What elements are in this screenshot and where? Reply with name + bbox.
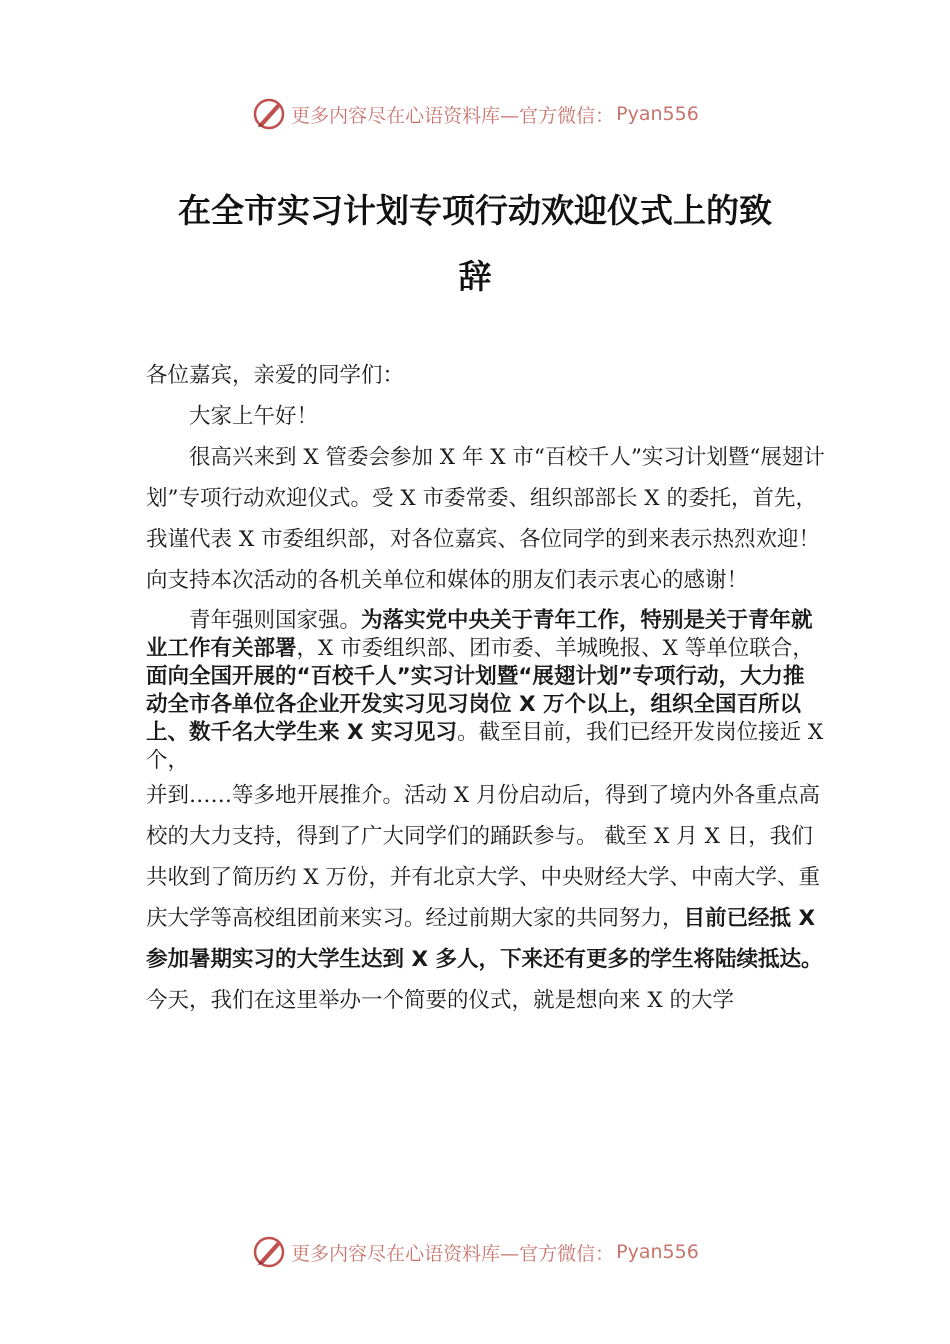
paragraph-2-text-5: 今天，我们在这里举办一个简要的仪式，就是想向来 X 的大学: [146, 988, 734, 1013]
paragraph-2-bold-2: 面向全国开展的“百校千人”实习计划暨“展翅计划”专项行动，大力推动全市各单位各企业开发实习见习岗位 X 万个以上，组织全国百所以上、数千名大学生来 X 实习见习: [146, 664, 805, 745]
document-title: [140, 178, 810, 310]
watermark-text: 更多内容尽在心语资料库—官方微信：: [291, 1242, 615, 1265]
title-line-1: 在全市实习计划专项行动欢迎仪式上的致: [178, 191, 772, 230]
header-watermark: [0, 94, 950, 134]
paragraph-2-continued: [146, 775, 826, 1021]
paragraph-2-text-3: 。截至目前，我们已经开发岗位接近 X 个，: [146, 720, 824, 773]
title-line-2: 辞: [458, 257, 492, 296]
pen-logo-icon: [251, 96, 287, 132]
watermark-text: 更多内容尽在心语资料库—官方微信：: [291, 104, 615, 127]
salutation: 各位嘉宾，亲爱的同学们：: [146, 363, 405, 388]
paragraph-1: 很高兴来到 X 管委会参加 X 年 X 市“百校千人”实习计划暨“展翅计划”专项行动欢迎仪式。受 X 市委常委、组织部部长 X 的委托，首先，我谨代表 X 市委组织部，对各位嘉宾、各位同学的到来表示热烈欢迎！向支持本次活动的各机关单位和媒体的朋友们表示衷心的感谢！: [146, 445, 825, 593]
document-body: [146, 355, 826, 1021]
watermark-wechat-id: Pyan556: [616, 103, 699, 125]
footer-watermark: [0, 1232, 950, 1272]
greeting: 大家上午好！: [189, 404, 319, 429]
watermark-wechat-id: Pyan556: [616, 1241, 699, 1263]
paragraph-2-text-2: ，X 市委组织部、团市委、羊城晚报、X 等单位联合，: [296, 636, 814, 661]
paragraph-2-bold-3: 目前已经抵 X 参加暑期实习的大学生达到 X 多人，下来还有更多的学生将陆续抵达。: [146, 906, 823, 972]
paragraph-2: [146, 607, 826, 775]
paragraph-2-lead: 青年强则国家强。: [189, 608, 362, 633]
pen-logo-icon: [251, 1234, 287, 1270]
paragraph-2-text-4: 并到……等多地开展推介。活动 X 月份启动后，得到了境内外各重点高校的大力支持，得到了广大同学们的踊跃参与。 截至 X 月 X 日，我们共收到了简历约 X 万份，并有北京大学、中央财经大学、中南大学、重庆大学等高校组团前来实习。经过前期大家的共同努力，: [146, 783, 820, 931]
paragraph-2-bold-1: 为落实党中央关于青年工作，特别是关于青年就业工作有关部署: [146, 608, 813, 661]
